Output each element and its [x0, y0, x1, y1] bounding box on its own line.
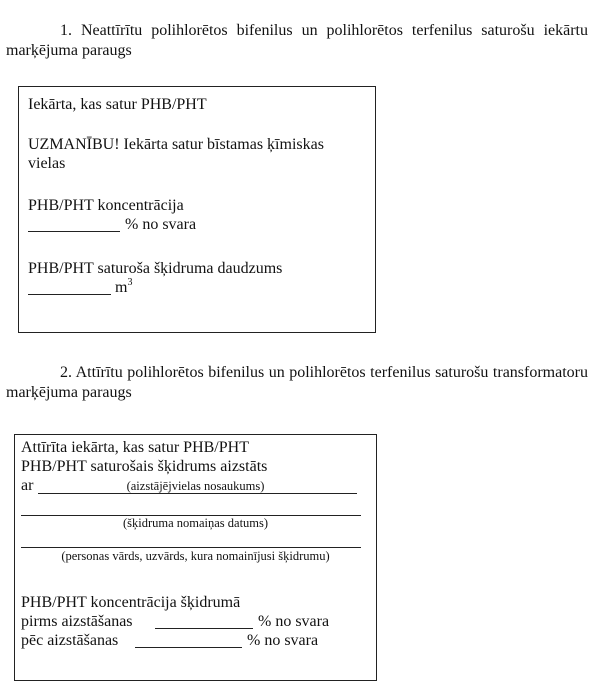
label1-concentration-blank [28, 231, 120, 232]
label2-before-label: pirms aizstāšanas [21, 613, 133, 630]
label2-replaced-line2: ar [21, 477, 34, 494]
label1-volume-unit-exponent: 3 [127, 277, 133, 288]
label2-replaced-line1: PHB/PHT saturošais šķidrums aizstāts [21, 458, 268, 475]
label2-caption-person: (personas vārds, uzvārds, kura nomainījusi šķidrumu) [61, 549, 330, 563]
label2-person-blank [21, 547, 361, 548]
label2-caption-date: (šķidruma nomaiņas datums) [122, 516, 269, 530]
label1-warning-line1: UZMANĪBU! Iekārta satur bīstamas ķīmiskas [28, 136, 324, 153]
label1-warning-line2: vielas [28, 155, 66, 172]
label2-after-label: pēc aizstāšanas [21, 632, 119, 649]
label2-before-unit: % no svara [258, 613, 330, 630]
label1-concentration-unit: % no svara [125, 216, 197, 233]
section1-heading: 1. Neattīrītu polihlorētos bifenilus un polihlorētos terfenilus saturošu iekārtu marķējuma paraugs [6, 22, 588, 59]
label2-substance-blank [38, 493, 357, 494]
label2-caption-substance: (aizstājējvielas nosaukums) [126, 479, 265, 493]
label1-concentration-label: PHB/PHT koncentrācija [28, 197, 184, 214]
label-sample-box-1 [18, 86, 376, 333]
label1-volume-unit [115, 278, 132, 297]
label2-before-blank [155, 628, 253, 629]
label1-volume-blank [28, 294, 111, 295]
section2-heading: 2. Attīrītu polihlorētos bifenilus un polihlorētos terfenilus saturošu transformatoru marķējuma paraugs [6, 364, 588, 401]
label-sample-box-2 [14, 434, 377, 681]
label1-volume-unit-base: m [115, 279, 128, 296]
label2-after-blank [135, 647, 242, 648]
label2-concentration-label: PHB/PHT koncentrācija šķidrumā [21, 594, 241, 611]
label1-title: Iekārta, kas satur PHB/PHT [28, 96, 207, 113]
label2-title: Attīrīta iekārta, kas satur PHB/PHT [21, 439, 249, 456]
label2-after-unit: % no svara [247, 632, 319, 649]
label1-volume-label: PHB/PHT saturoša šķidruma daudzums [28, 260, 283, 277]
